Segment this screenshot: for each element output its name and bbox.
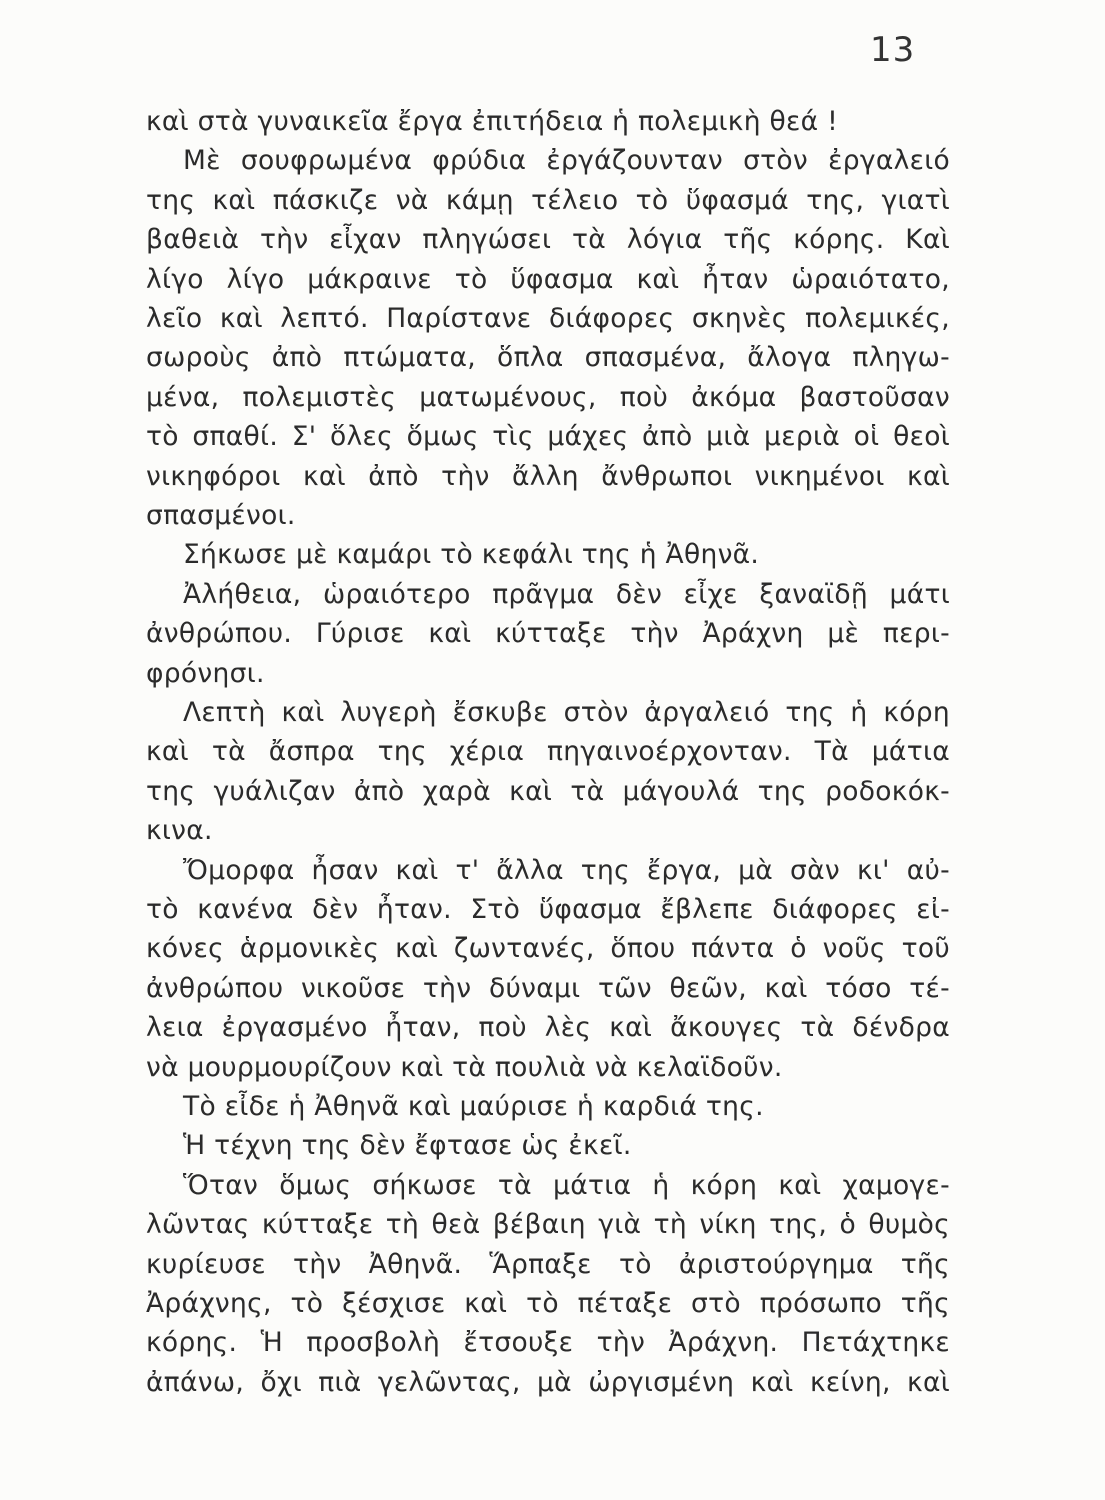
text-line: Ὄμορφα ἦσαν καὶ τ' ἄλλα της ἔργα, μὰ σὰν κι' αὐ- <box>183 854 950 886</box>
text-line: της γυάλιζαν ἀπὸ χαρὰ καὶ τὰ μάγουλά της ροδοκόκ- <box>146 775 950 807</box>
text-line: νικηφόροι καὶ ἀπὸ τὴν ἄλλη ἄνθρωποι νικημένοι καὶ <box>146 460 950 492</box>
text-line: καὶ στὰ γυναικεῖα ἔργα ἐπιτήδεια ἡ πολεμικὴ θεά ! <box>146 106 839 137</box>
text-line: τὸ κανένα δὲν ἦταν. Στὸ ὕφασμα ἔβλεπε διάφορες εἰ- <box>146 894 950 925</box>
text-line: Σήκωσε μὲ καμάρι τὸ κεφάλι της ἡ Ἀθηνᾶ. <box>183 539 760 571</box>
text-line: μένα, πολεμιστὲς ματωμένους, ποὺ ἀκόμα βαστοῦσαν <box>146 381 950 413</box>
text-line: νὰ μουρμουρίζουν καὶ τὰ πουλιὰ νὰ κελαϊδοῦν. <box>146 1051 783 1083</box>
text-line: ἀνθρώπου νικοῦσε τὴν δύναμι τῶν θεῶν, καὶ τόσο τέ- <box>146 972 950 1004</box>
text-line: τὸ σπαθί. Σ' ὅλες ὅμως τὶς μάχες ἀπὸ μιὰ μεριὰ οἱ θεοὶ <box>146 421 950 453</box>
text-line: της καὶ πάσκιζε νὰ κάμῃ τέλειο τὸ ὕφασμά της, γιατὶ <box>146 184 950 216</box>
text-line: λῶντας κύτταξε τὴ θεὰ βέβαιη γιὰ τὴ νίκη της, ὁ θυμὸς <box>146 1209 950 1241</box>
text-line: λίγο λίγο μάκραινε τὸ ὕφασμα καὶ ἦταν ὡραιότατο, <box>146 263 950 295</box>
text-line: Μὲ σουφρωμένα φρύδια ἐργάζουνταν στὸν ἐργαλειό <box>183 145 950 177</box>
text-line: ἀνθρώπου. Γύρισε καὶ κύτταξε τὴν Ἀράχνη μὲ περι- <box>146 618 950 650</box>
text-line: βαθειὰ τὴν εἶχαν πληγώσει τὰ λόγια τῆς κόρης. Καὶ <box>146 224 950 256</box>
text-line: σωροὺς ἀπὸ πτώματα, ὅπλα σπασμένα, ἄλογα πληγω- <box>146 342 950 374</box>
text-line: Ὅταν ὅμως σήκωσε τὰ μάτια ἡ κόρη καὶ χαμογε- <box>183 1169 950 1201</box>
text-line: κυρίευσε τὴν Ἀθηνᾶ. Ἅρπαξε τὸ ἀριστούργημα τῆς <box>146 1248 950 1280</box>
text-line: Ἀράχνης, τὸ ξέσχισε καὶ τὸ πέταξε στὸ πρόσωπο τῆς <box>146 1288 950 1319</box>
text-line: Ἀλήθεια, ὡραιότερο πρᾶγμα δὲν εἶχε ξαναϊδῇ μάτι <box>183 578 950 610</box>
text-line: Ἡ τέχνη της δὲν ἔφτασε ὡς ἐκεῖ. <box>183 1130 632 1162</box>
text-line: λεῖο καὶ λεπτό. Παρίστανε διάφορες σκηνὲς πολεμικές, <box>146 303 950 334</box>
text-line: φρόνησι. <box>146 657 265 689</box>
text-line: λεια ἐργασμένο ἦταν, ποὺ λὲς καὶ ἄκουγες τὰ δένδρα <box>146 1012 950 1044</box>
text-line: καὶ τὰ ἄσπρα της χέρια πηγαινοέρχονταν. Τὰ μάτια <box>146 736 950 768</box>
text-line: Τὸ εἶδε ἡ Ἀθηνᾶ καὶ μαύρισε ἡ καρδιά της. <box>183 1091 764 1122</box>
page-number: 13 <box>870 30 916 70</box>
text-line: Λεπτὴ καὶ λυγερὴ ἔσκυβε στὸν ἀργαλειό της ἡ κόρη <box>183 697 950 728</box>
text-line: ἀπάνω, ὄχι πιὰ γελῶντας, μὰ ὠργισμένη καὶ κείνη, καὶ <box>146 1366 950 1398</box>
text-line: σπασμένοι. <box>146 500 296 531</box>
text-line: κόνες ἁρμονικὲς καὶ ζωντανές, ὅπου πάντα ὁ νοῦς τοῦ <box>146 933 950 965</box>
text-line: κόρης. Ἡ προσβολὴ ἔτσουξε τὴν Ἀράχνη. Πετάχτηκε <box>146 1327 950 1359</box>
text-line: κινα. <box>146 815 213 847</box>
